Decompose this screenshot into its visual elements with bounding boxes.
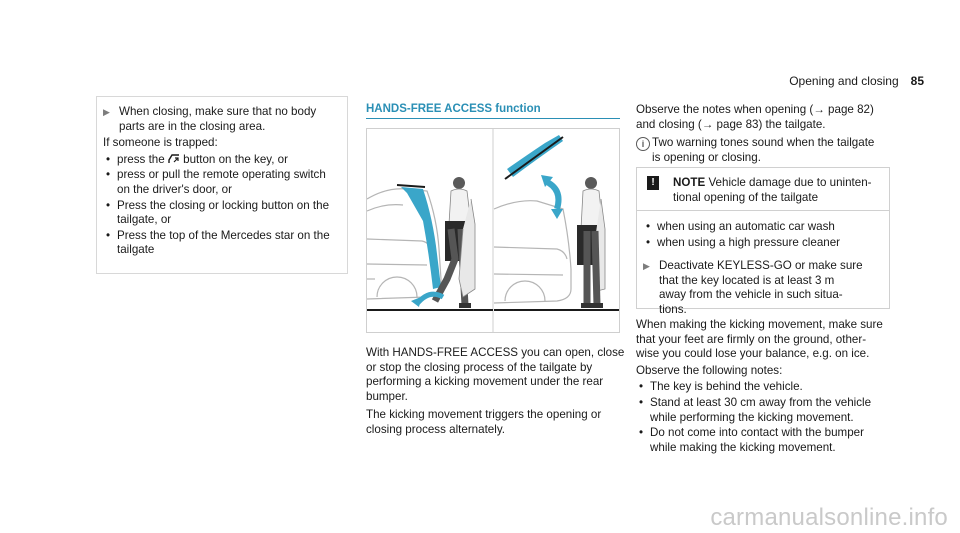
note-body <box>643 218 883 318</box>
bullet-line: while performing the kicking movement. <box>650 410 854 424</box>
warning-line: When closing, make sure that no body <box>119 105 317 118</box>
section-heading: HANDS-FREE ACCESS function <box>366 103 541 115</box>
bullet-line: • Press the top of the Mercedes star on the <box>117 228 330 242</box>
text-line: Observe the notes when opening (→ page 82) <box>636 103 874 116</box>
bullet-line: on the driver's door, or <box>117 182 232 196</box>
paragraph <box>636 318 898 362</box>
info-icon: i <box>636 137 650 151</box>
text-line: performing a kicking movement under the rear <box>366 375 604 389</box>
bullet-line: • press or pull the remote operating switch <box>117 168 326 182</box>
trapped-list <box>103 153 341 258</box>
heading-rule <box>366 118 620 119</box>
bullet-text: press the <box>117 152 168 166</box>
list-item <box>103 199 341 228</box>
tailgate-highlight <box>401 187 441 289</box>
kick-safety-notes <box>636 318 898 456</box>
info-note <box>636 136 898 165</box>
text-line: Observe the following notes: <box>636 363 783 377</box>
text-line: is opening or closing. <box>652 150 761 164</box>
hands-free-illustration <box>366 128 620 333</box>
bullet-text: button on the key, or <box>179 152 288 166</box>
tailgate-edge <box>397 185 425 187</box>
bullet-line: tailgate, or <box>117 213 172 227</box>
text-line: away from the vehicle in such situa- <box>659 288 843 302</box>
list-item: • when using an automatic car wash <box>643 220 883 235</box>
text-line: closing process alternately. <box>366 422 505 436</box>
tailgate-button-icon <box>168 153 180 164</box>
bullet-line: • Press the closing or locking button on the <box>117 198 330 212</box>
warning-instruction <box>103 105 341 134</box>
note-box <box>636 167 890 316</box>
text-line: that your feet are firmly on the ground, other- <box>636 332 867 346</box>
bullet-line: tailgate <box>117 243 155 257</box>
hands-free-description <box>366 346 628 442</box>
text-line: When making the kicking movement, make sure <box>636 318 883 331</box>
paragraph <box>366 346 628 404</box>
list-item <box>103 153 341 168</box>
text-line: tions. <box>659 302 687 316</box>
text-line: Deactivate KEYLESS-GO or make sure <box>659 259 863 273</box>
list-item <box>636 396 898 425</box>
illustration-svg <box>367 129 619 332</box>
page-header <box>789 74 924 88</box>
person-kicking <box>435 177 475 308</box>
list-item: • when using a high pressure cleaner <box>643 236 883 251</box>
open-arrow <box>545 181 559 209</box>
safety-list <box>636 380 898 455</box>
list-item <box>103 168 341 197</box>
section-title: Opening and closing <box>789 74 899 88</box>
bullet-line: • Stand at least 30 cm away from the vehicle <box>650 395 872 409</box>
exclamation-icon: ! <box>647 176 659 190</box>
note-text <box>673 176 881 205</box>
text-line: The kicking movement triggers the opening or <box>366 408 602 422</box>
text-line: tional opening of the tailgate <box>673 190 819 204</box>
text-line: Two warning tones sound when the tailgate <box>652 136 875 150</box>
text-line: bumper. <box>366 389 408 403</box>
person-standing <box>577 177 605 308</box>
text-line: that the key located is at least 3 m <box>659 273 835 287</box>
bullet-line: • The key is behind the vehicle. <box>650 380 803 394</box>
bullet-line: while making the kicking movement. <box>650 440 836 454</box>
page-number: 85 <box>910 74 924 88</box>
warning-box <box>96 96 348 274</box>
info-icon-wrap <box>636 136 652 165</box>
car-rear-right <box>494 201 571 303</box>
note-label: NOTE <box>673 176 706 189</box>
note-list <box>643 220 883 250</box>
warning-line: parts are in the closing area. <box>119 119 266 133</box>
watermark: carmanualsonline.info <box>710 504 948 531</box>
note-action <box>643 259 883 317</box>
text-line: Vehicle damage due to uninten- <box>708 176 872 189</box>
list-item <box>636 426 898 455</box>
text-line: or stop the closing process of the tailgate by <box>366 360 593 374</box>
list-item <box>636 380 898 395</box>
paragraph <box>366 408 628 437</box>
note-header <box>637 168 889 211</box>
text-line: and closing (→ page 83) the tailgate. <box>636 117 826 131</box>
action-arrow-icon: ▶ <box>643 261 650 272</box>
list-item <box>103 229 341 258</box>
bullet-line: • Do not come into contact with the bumper <box>650 426 864 440</box>
trapped-intro: If someone is trapped: <box>103 136 218 150</box>
action-arrow-icon: ▶ <box>103 107 110 117</box>
text-line: With HANDS-FREE ACCESS you can open, close <box>366 346 625 359</box>
observe-notes <box>636 103 898 165</box>
text-line: wise you could lose your balance, e.g. on ice. <box>636 347 870 361</box>
